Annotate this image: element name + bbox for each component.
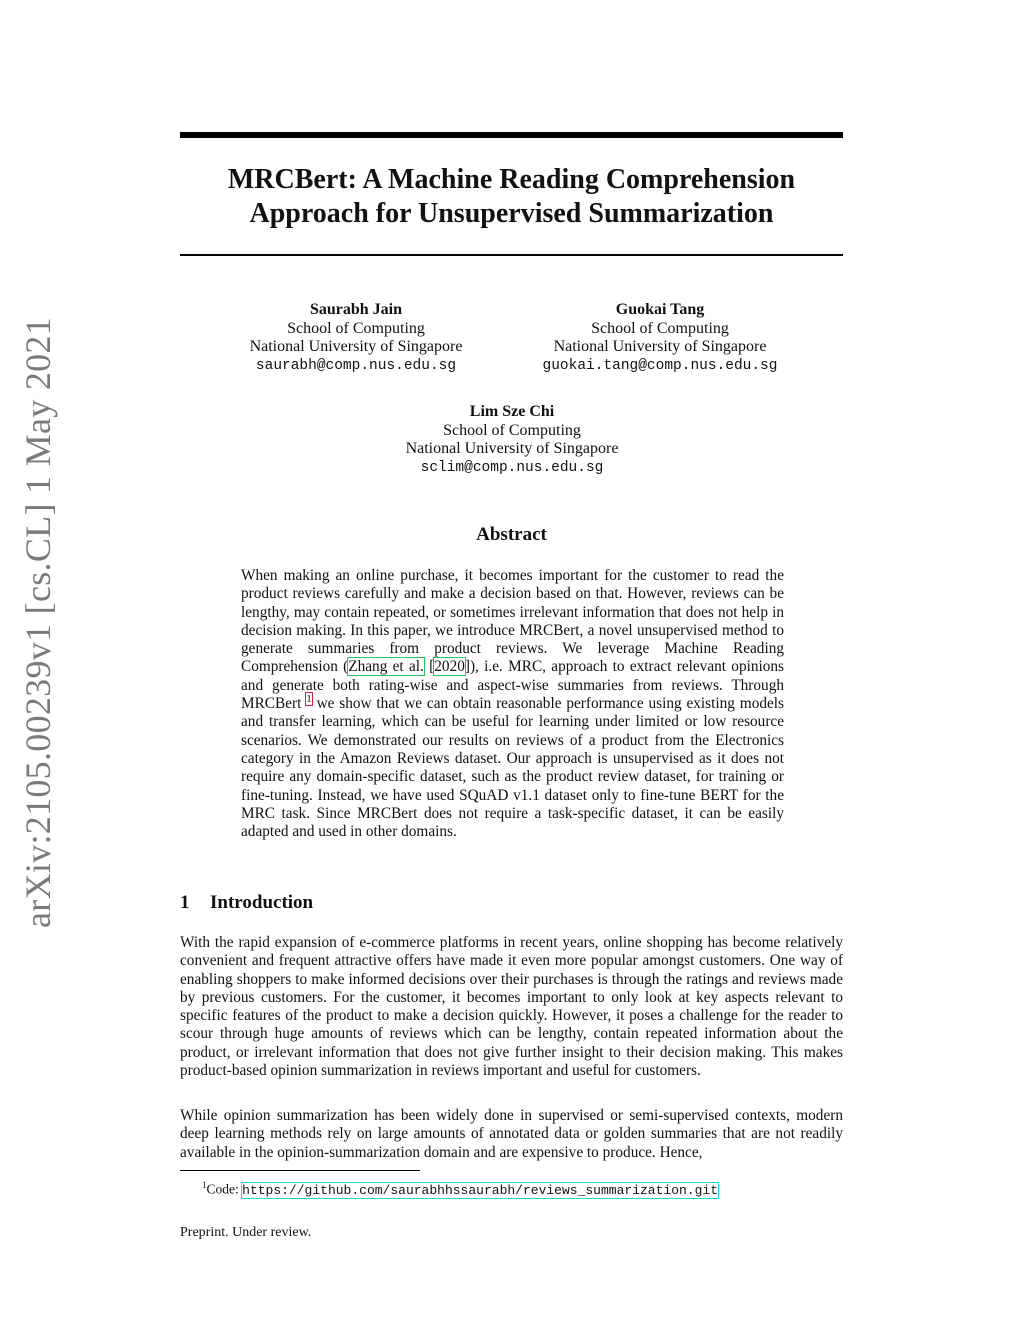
abstract-text: we show that we can obtain reasonable performance using existing models and transfer learning, which can be useful for learning under limited or low resource scenarios. We demonstrated our results on reviews of a product from the Electronics category in the Amazon Reviews dataset. Our approach is unsupervised as it does not require any domain-specific dataset, such as the product review dataset, for training or fine-tuning. Instead, we have used SQuAD v1.1 dataset only to fine-tune BERT for the MRC task. Since MRCBert does not require a task-specific dataset, it can be easily adapted and used in other domains. (241, 695, 784, 841)
author-affiliation: School of Computing (443, 421, 581, 439)
author-institution: National University of Singapore (553, 338, 767, 355)
author-institution: National University of Singapore (249, 338, 463, 355)
citation-year-link[interactable]: 2020 (434, 658, 465, 676)
title-rule-bottom (180, 254, 843, 256)
footnote-label: Code: (206, 1181, 243, 1197)
footnote-number: 1 (202, 1180, 207, 1190)
section-title: Introduction (210, 892, 314, 913)
title-rule-top (180, 132, 843, 138)
author-institution: National University of Singapore (405, 440, 619, 457)
author-name: Lim Sze Chi (469, 403, 555, 420)
author-email: saurabh@comp.nus.edu.sg (255, 357, 457, 374)
author-name: Guokai Tang (615, 301, 705, 318)
author-email: sclim@comp.nus.edu.sg (420, 459, 604, 476)
author-affiliation: School of Computing (287, 319, 425, 337)
intro-paragraph: While opinion summarization has been widely done in supervised or semi-supervised contexts, modern deep learning methods rely on large amounts of annotated data or golden summaries that are not readily available in the opinion-summarization domain and are expensive to produce. Hence, (180, 1107, 843, 1161)
abstract-text: ]), i.e. MRC, approach to extract relevant opinions and generate both rating-wise and aspect-wise summaries from reviews. Through MRCBert (241, 658, 785, 713)
paper-title: MRCBert: A Machine Reading Comprehension Approach for Unsupervised Summarization (227, 164, 796, 229)
author-name: Saurabh Jain (309, 301, 403, 318)
section-number: 1 (180, 892, 190, 913)
page-footer: Preprint. Under review. (180, 1225, 312, 1240)
section-heading (180, 892, 313, 914)
abstract-text: When making an online purchase, it becomes important for the customer to read the product reviews carefully and make a decision based on that. However, reviews can be lengthy, may contain repeated, or sometimes irrelevant information that does not help in decision making. In this paper, we introduce MRCBert, a novel unsupervised method to generate summaries from product reviews. We leverage Machine Reading Comprehension ( (241, 567, 784, 676)
author-block (540, 301, 780, 375)
citation-separator: [ (423, 658, 435, 676)
footnote-mark-link[interactable]: 1 (306, 692, 312, 705)
abstract-body (241, 567, 784, 841)
footnote-rule (180, 1170, 420, 1171)
citation-author-link[interactable]: Zhang et al. (348, 658, 424, 676)
footnote (202, 1176, 718, 1200)
intro-paragraph: With the rapid expansion of e-commerce platforms in recent years, online shopping has become relatively convenient and frequent attractive offers have made it even more popular amongst customers. One way of enabling shoppers to make informed decisions over their purchases is through the ratings and reviews made by previous customers. For the customer, it becomes important to only look at key aspects relevant to specific features of the product to make a decision quickly. However, it poses a challenge for the reader to scour through huge amounts of reviews which can be lengthy, contain repeated information about the product, or irrelevant information that does not give further insight to their decision making. This makes product-based opinion summarization in reviews important and useful for customers. (180, 934, 843, 1080)
author-email: guokai.tang@comp.nus.edu.sg (542, 357, 778, 374)
arxiv-side-stamp: arXiv:2105.00239v1 [cs.CL] 1 May 2021 (18, 316, 58, 928)
code-url-link[interactable]: https://github.com/saurabhhssaurabh/reviews_summarization.git (242, 1182, 719, 1198)
author-affiliation: School of Computing (591, 319, 729, 337)
abstract-heading: Abstract (476, 524, 547, 545)
author-block (236, 301, 476, 375)
author-block (392, 403, 632, 477)
